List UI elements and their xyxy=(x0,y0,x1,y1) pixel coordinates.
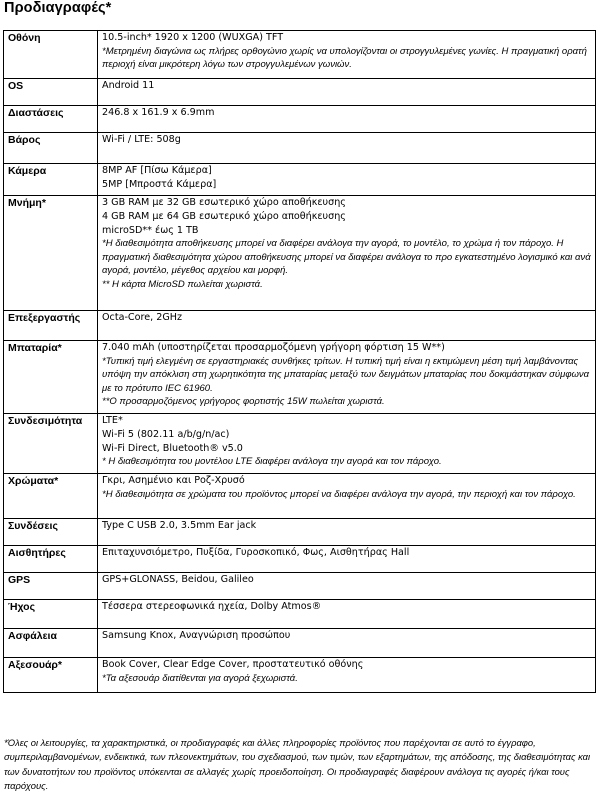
spec-value-line: Wi-Fi 5 (802.11 a/b/g/n/ac) xyxy=(102,428,230,440)
spec-note: ** Η κάρτα MicroSD πωλείται χωριστά. xyxy=(102,278,263,290)
spec-value xyxy=(98,519,596,546)
spec-value-line: Samsung Knox, Αναγνώριση προσώπου xyxy=(102,630,291,641)
spec-row-ports xyxy=(4,519,596,546)
spec-value xyxy=(98,573,596,600)
spec-row-accessories xyxy=(4,658,596,693)
spec-row-security xyxy=(4,629,596,658)
spec-value-line: Wi-Fi Direct, Bluetooth® v5.0 xyxy=(102,442,243,454)
spec-label: Κάμερα xyxy=(4,164,98,196)
spec-value xyxy=(98,164,596,196)
spec-value xyxy=(98,341,596,414)
spec-value-line: 8MP AF [Πίσω Κάμερα] xyxy=(102,165,212,176)
spec-note: **Ο προσαρμοζόμενος γρήγορος φορτιστής 15W πωλείται χωριστά. xyxy=(102,396,385,408)
spec-value-line: 5MP [Μπροστά Κάμερα] xyxy=(102,178,217,190)
spec-row-camera xyxy=(4,164,596,196)
spec-label: Αισθητήρες xyxy=(4,546,98,573)
spec-row-os xyxy=(4,79,596,106)
spec-row-memory xyxy=(4,196,596,311)
spec-note: *Η διαθεσιμότητα σε χρώματα του προϊόντος μπορεί να διαφέρει ανάλογα την αγορά, την περιοχή και τον πάροχο. xyxy=(102,488,576,500)
spec-row-battery xyxy=(4,341,596,414)
spec-label: Διαστάσεις xyxy=(4,106,98,133)
spec-value-line: GPS+GLONASS, Beidou, Galileo xyxy=(102,574,254,585)
spec-value xyxy=(98,546,596,573)
spec-value-line: microSD** έως 1 TB xyxy=(102,224,199,236)
spec-label: OS xyxy=(4,79,98,106)
spec-value xyxy=(98,474,596,519)
spec-label: Αξεσουάρ* xyxy=(4,658,98,693)
spec-value-line: Android 11 xyxy=(102,80,155,91)
spec-label: Συνδεσιμότητα xyxy=(4,414,98,474)
spec-value-line: 246.8 x 161.9 x 6.9mm xyxy=(102,107,215,118)
spec-label: Βάρος xyxy=(4,133,98,164)
spec-value xyxy=(98,79,596,106)
spec-value-line: 4 GB RAM με 64 GB εσωτερικό χώρο αποθήκευσης xyxy=(102,210,346,222)
spec-note: *Η διαθεσιμότητα αποθήκευσης μπορεί να διαφέρει ανάλογα την αγορά, το μοντέλο, το χρώμα ή τον πάροχο. Η πραγματική διαθεσιμότητα χώρου αποθήκευσης μπορεί να διαφέρει ανάλογα το προ εγκατεστημένο λογισμικό και ανά αγορά, μοντέλο, μέγεθος αρχείου και μορφή. xyxy=(102,238,591,277)
spec-value-line: Γκρι, Ασημένιο και Ροζ-Χρυσό xyxy=(102,475,245,486)
spec-row-gps xyxy=(4,573,596,600)
spec-note: * Η διαθεσιμότητα του μοντέλου LTE διαφέρει ανάλογα την αγορά και τον πάροχο. xyxy=(102,456,442,468)
spec-value xyxy=(98,600,596,629)
spec-label: GPS xyxy=(4,573,98,600)
spec-value-line: Type C USB 2.0, 3.5mm Ear jack xyxy=(102,520,257,531)
spec-row-weight xyxy=(4,133,596,164)
spec-value-line: 7.040 mAh (υποστηρίζεται προσαρμοζόμενη γρήγορη φόρτιση 15 W**) xyxy=(102,342,445,353)
spec-row-sensors xyxy=(4,546,596,573)
spec-row-audio xyxy=(4,600,596,629)
spec-value-line: Book Cover, Clear Edge Cover, προστατευτικό οθόνης xyxy=(102,659,364,670)
page-title: Προδιαγραφές* xyxy=(4,0,112,16)
spec-label: Οθόνη xyxy=(4,31,98,79)
spec-label: Χρώματα* xyxy=(4,474,98,519)
spec-value-line: 10.5-inch* 1920 x 1200 (WUXGA) TFT xyxy=(102,32,284,43)
spec-value-line: LTE* xyxy=(102,415,123,426)
footnote: *Όλες οι λειτουργίες, τα χαρακτηριστικά, οι προδιαγραφές και άλλες πληροφορίες προϊόντος που παρέχονται σε αυτό το έγγραφο, συμπεριλαμβανομένων, ενδεικτικά, των πλεονεκτημάτων, του σχεδιασμού, των τιμών, των εξαρτημάτων, της απόδοσης, της διαθεσιμότητας και των δυνατοτήτων του προϊόντος υπόκεινται σε αλλαγές χωρίς προειδοποίηση. Οι προδιαγραφές διαφέρουν ανάλογα τις αγορές ή/και τους παρόχους. xyxy=(4,737,591,791)
spec-value-line: 3 GB RAM με 32 GB εσωτερικό χώρο αποθήκευσης xyxy=(102,197,346,208)
spec-row-processor xyxy=(4,311,596,341)
spec-value-line: Octa-Core, 2GHz xyxy=(102,312,183,323)
spec-value xyxy=(98,106,596,133)
spec-note: *Τα αξεσουάρ διατίθενται για αγορά ξεχωριστά. xyxy=(102,672,298,684)
spec-row-dimensions xyxy=(4,106,596,133)
spec-value xyxy=(98,658,596,693)
spec-label: Μπαταρία* xyxy=(4,341,98,414)
spec-label: Επεξεργαστής xyxy=(4,311,98,341)
spec-row-connectivity xyxy=(4,414,596,474)
spec-note: *Μετρημένη διαγώνια ως πλήρες ορθογώνιο χωρίς να υπολογίζονται οι στρογγυλεμένες γωνίες. Η πραγματική ορατή περιοχή είναι μικρότερη λόγω των στρογγυλεμένων γωνιών. xyxy=(102,45,587,71)
spec-value xyxy=(98,196,596,311)
spec-value xyxy=(98,31,596,79)
spec-table xyxy=(3,30,596,693)
spec-label: Συνδέσεις xyxy=(4,519,98,546)
spec-label: Ήχος xyxy=(4,600,98,629)
spec-label: Ασφάλεια xyxy=(4,629,98,658)
spec-value-line: Wi-Fi / LTE: 508g xyxy=(102,134,181,145)
spec-value xyxy=(98,133,596,164)
spec-value xyxy=(98,629,596,658)
spec-value-line: Τέσσερα στερεοφωνικά ηχεία, Dolby Atmos® xyxy=(102,601,322,612)
spec-value-line: Επιταχυνσιόμετρο, Πυξίδα, Γυροσκοπικό, Φως, Αισθητήρας Hall xyxy=(102,547,410,558)
spec-label: Μνήμη* xyxy=(4,196,98,311)
spec-note: *Τυπική τιμή ελεγμένη σε εργαστηριακές συνθήκες τρίτων. Η τυπική τιμή είναι η εκτιμώμενη μέση τιμή λαμβάνοντας υπόψη την απόκλιση στη χωρητικότητα της μπαταρίας μεταξύ των δειγμάτων μπαταρίας που δοκιμάστηκαν σύμφωνα με το πρότυπο IEC 61960. xyxy=(102,355,590,394)
spec-value xyxy=(98,311,596,341)
spec-row-display xyxy=(4,31,596,79)
spec-row-colors xyxy=(4,474,596,519)
spec-value xyxy=(98,414,596,474)
